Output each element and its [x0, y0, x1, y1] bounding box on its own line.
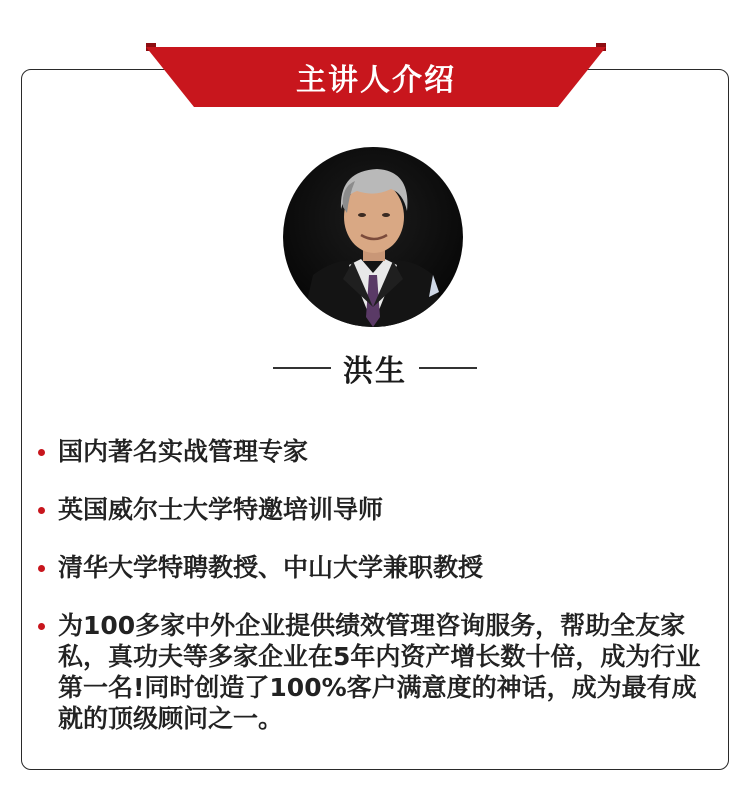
banner-title: 主讲人介绍	[296, 63, 456, 98]
highlight-text: 清华大学特聘教授、中山大学兼职教授	[58, 553, 484, 582]
list-item	[38, 610, 718, 734]
highlight-text: 英国威尔士大学特邀培训导师	[58, 495, 384, 524]
highlight-text: 国内著名实战管理专家	[58, 437, 309, 466]
speaker-portrait	[283, 147, 463, 327]
bullet-dot-icon	[38, 507, 45, 514]
list-item	[38, 494, 718, 525]
name-divider-left	[273, 367, 331, 369]
bullet-dot-icon	[38, 623, 45, 630]
bullet-dot-icon	[38, 449, 45, 456]
speaker-portrait-icon	[283, 147, 463, 327]
list-item	[38, 436, 718, 467]
title-banner	[146, 43, 606, 109]
name-divider-right	[419, 367, 477, 369]
speaker-name-row	[0, 346, 750, 390]
highlights-list	[38, 436, 718, 734]
speaker-name: 洪生	[343, 354, 407, 389]
list-item	[38, 552, 718, 583]
highlight-text: 为100多家中外企业提供绩效管理咨询服务，帮助全友家私，真功夫等多家企业在5年内资产增长数十倍，成为行业第一名!同时创造了100%客户满意度的神话，成为最有成就的顶级顾问之一。	[58, 611, 701, 733]
bullet-dot-icon	[38, 565, 45, 572]
